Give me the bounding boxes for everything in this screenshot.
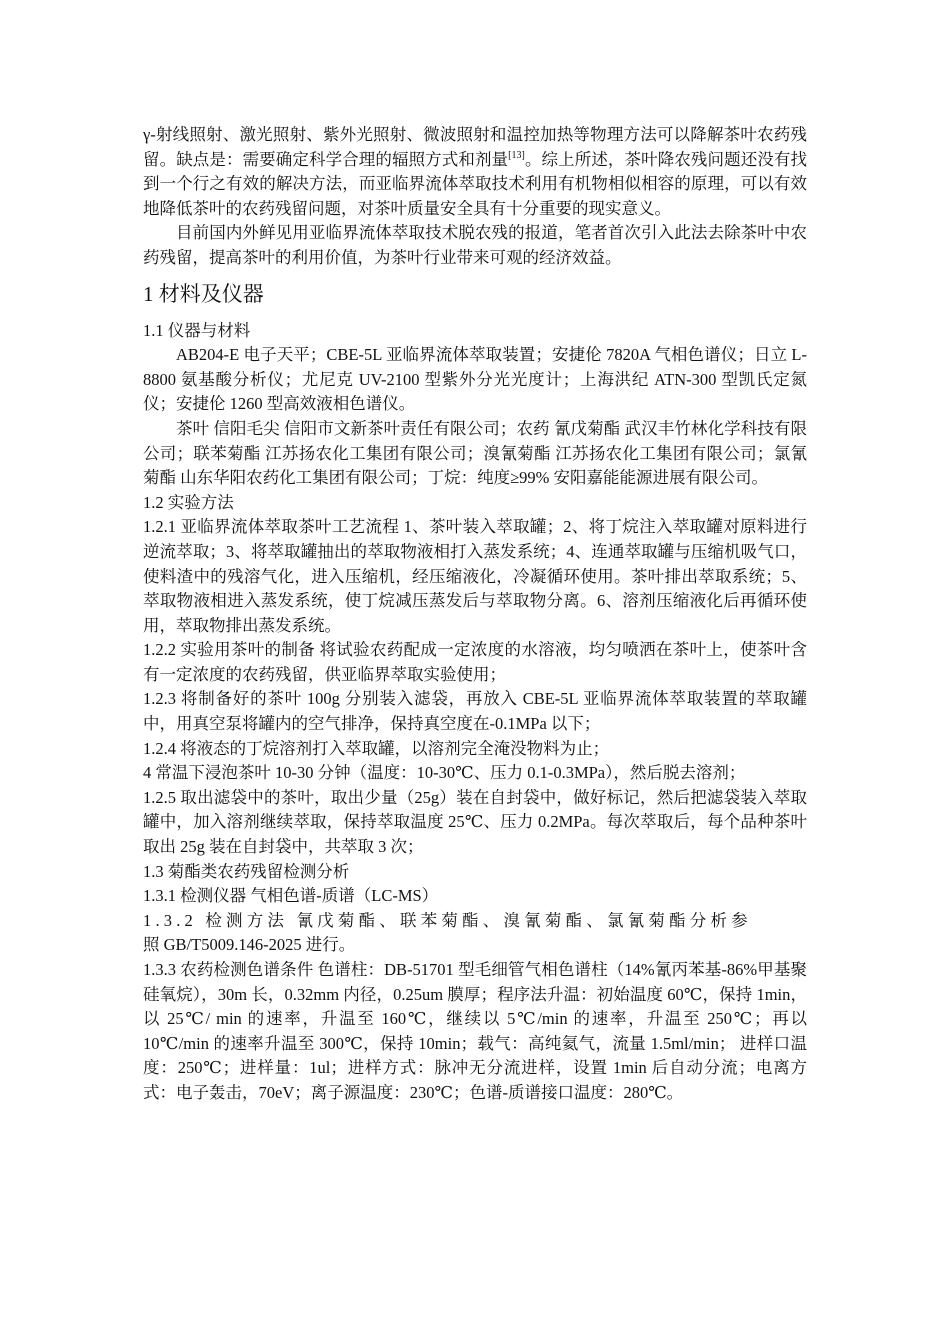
analysis-1-3-2-tail: 照 GB/T5009.146-2025 进行。 (143, 935, 356, 955)
citation-ref: [13] (508, 149, 525, 161)
analysis-1-3-3: 1.3.3 农药检测色谱条件 色谱柱：DB-51701 型毛细管气相色谱柱（14%氰丙苯基-86%甲基聚硅氧烷），30m 长，0.32mm 内径，0.25um 膜厚；程序法升温：初始温度 60℃，保持 1min，以 25℃/ min 的速率，升温至 160℃，继续以 5℃/min 的速率，升温至 250℃；再以 10℃/min 的速率升温至 300℃，保持 10min；载气：高纯氦气，流量 1.5ml/min； 进样口温度：250℃；进样量：1ul；进样方式：脉冲无分流进样，设置 1min 后自动分流；电离方式：电子轰击，70eV；离子源温度：230℃；色谱-质谱接口温度：280℃。 (143, 960, 807, 1102)
intro-text-1: γ-射线照射、激光照射、紫外光照射、微波照射和温控加热等物理方法可以降解茶叶农药残留。缺点是：需要确定科学合理的辐照方式和剂量 (143, 125, 807, 169)
page-body (143, 123, 807, 1106)
analysis-1-3-2-head: 1.3.2 检测方法 氰戊菊酯、联苯菊酯、溴氰菊酯、氯氰菊酯分析参 (143, 910, 752, 930)
method-1-2-5: 1.2.5 取出滤袋中的茶叶，取出少量（25g）装在自封袋中，做好标记，然后把滤袋装入萃取罐中，加入溶剂继续萃取，保持萃取温度 25℃、压力 0.2MPa。每次萃取后，每个品种茶叶取出 25g 装在自封袋中，共萃取 3 次； (143, 787, 807, 857)
intro-text-2: 。综上所述，茶叶降农残问题还没有找到一个行之有效的解决方法，而亚临界流体萃取技术利用有机物相似相容的原理，可以有效地降低茶叶的农药残留问题，对茶叶质量安全具有十分重要的现实意义。 (143, 149, 808, 218)
intro-paragraph-1 (143, 123, 807, 221)
method-step-4: 4 常温下浸泡茶叶 10-30 分钟（温度：10-30℃、压力 0.1-0.3MPa），然后脱去溶剂； (143, 763, 746, 783)
analysis-1-3-2 (143, 909, 807, 958)
instruments-paragraph: AB204-E 电子天平；CBE-5L 亚临界流体萃取装置；安捷伦 7820A 气相色谱仪；日立 L-8800 氨基酸分析仪；尤尼克 UV-2100 型紫外分光光度计；上海洪纪 ATN-300 型凯氏定氮仪；安捷伦 1260 型高效液相色谱仪。 (143, 345, 807, 414)
subsection-heading-1-3: 1.3 菊酯类农药残留检测分析 (143, 861, 350, 881)
section-heading: 1 材料及仪器 (143, 281, 264, 306)
method-1-2-2: 1.2.2 实验用茶叶的制备 将试验农药配成一定浓度的水溶液，均匀喷洒在茶叶上，使茶叶含有一定浓度的农药残留，供亚临界萃取实验使用； (143, 640, 807, 684)
method-1-2-1: 1.2.1 亚临界流体萃取茶叶工艺流程 1、茶叶装入萃取罐；2、将丁烷注入萃取罐对原料进行逆流萃取；3、将萃取罐抽出的萃取物液相打入蒸发系统；4、连通萃取罐与压缩机吸气口，使料渣中的残溶气化，进入压缩机，经压缩液化，冷凝循环使用。茶叶排出萃取系统；5、萃取物液相进入蒸发系统，使丁烷减压蒸发后与萃取物分离。6、溶剂压缩液化后再循环使用，萃取物排出蒸发系统。 (143, 517, 807, 635)
subsection-heading-1-2: 1.2 实验方法 (143, 492, 234, 512)
analysis-1-3-1: 1.3.1 检测仪器 气相色谱-质谱（LC-MS） (143, 886, 439, 906)
subsection-heading-1-1: 1.1 仪器与材料 (143, 320, 251, 340)
method-1-2-4: 1.2.4 将液态的丁烷溶剂打入萃取罐，以溶剂完全淹没物料为止； (143, 738, 610, 758)
materials-paragraph: 茶叶 信阳毛尖 信阳市文新茶叶责任有限公司；农药 氰戊菊酯 武汉丰竹林化学科技有限公司；联苯菊酯 江苏扬农化工集团有限公司；溴氰菊酯 江苏扬农化工集团有限公司；氯氰菊酯 山东华阳农药化工集团有限公司；丁烷：纯度≥99% 安阳嘉能能源进展有限公司。 (143, 418, 807, 488)
intro-paragraph-2: 目前国内外鲜见用亚临界流体萃取技术脱农残的报道，笔者首次引入此法去除茶叶中农药残留，提高茶叶的利用价值，为茶叶行业带来可观的经济效益。 (143, 223, 807, 267)
method-1-2-3: 1.2.3 将制备好的茶叶 100g 分别装入滤袋，再放入 CBE-5L 亚临界流体萃取装置的萃取罐中，用真空泵将罐内的空气排净，保持真空度在-0.1MPa 以下； (143, 689, 807, 734)
